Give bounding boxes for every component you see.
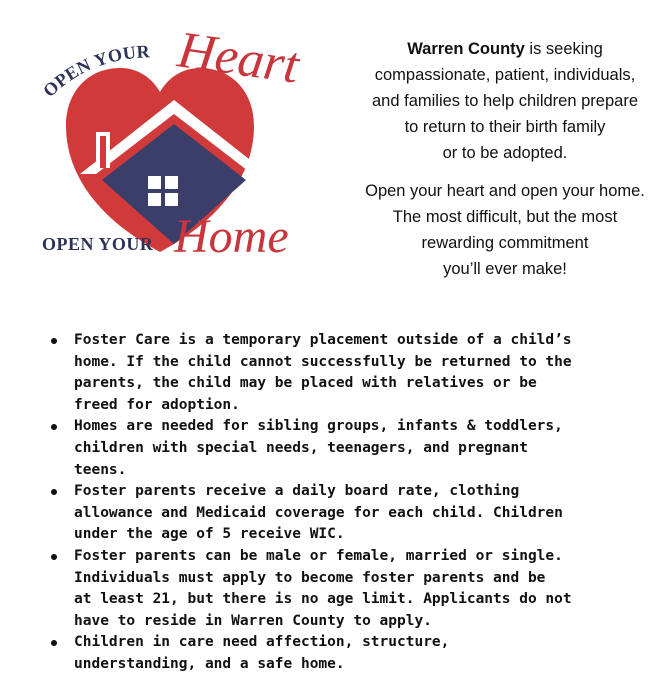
facts-list — [46, 330, 656, 676]
house-window — [148, 176, 178, 206]
open-your-heart-logo — [30, 14, 320, 269]
bullet-icon — [51, 424, 57, 430]
bullet-icon — [51, 489, 57, 495]
logo-heart-script: Heart — [174, 21, 303, 95]
county-name: Warren County — [407, 40, 525, 58]
list-item: Foster Care is a temporary placement outside of a child’s home. If the child cannot successfully be returned to the parents, the child may be placed with relatives or be freed for adoption. — [46, 330, 656, 416]
bullet-icon — [51, 640, 57, 646]
intro-paragraph-2: Open your heart and open your home. The most difficult, but the most rewarding commitment you’ll ever make! — [365, 182, 645, 278]
list-item: Homes are needed for sibling groups, infants & toddlers, children with special needs, teenagers, and pregnant teens. — [46, 416, 656, 481]
logo-open-your-bottom: OPEN YOUR — [42, 234, 154, 254]
list-item: Children in care need affection, structure, understanding, and a safe home. — [46, 632, 656, 675]
heart-house-logo — [30, 14, 320, 269]
list-item: Foster parents can be male or female, married or single. Individuals must apply to become foster parents and be at least 21, but there is no age limit. Applicants do not have to reside in Warren County to apply. — [46, 546, 656, 632]
list-item: Foster parents receive a daily board rate, clothing allowance and Medicaid coverage for each child. Children under the age of 5 receive WIC. — [46, 481, 656, 546]
intro-paragraph-1: Warren County is seeking compassionate, patient, individuals, and families to help children prepare to return to their birth family or to be adopted. — [372, 40, 638, 162]
bullet-icon — [51, 554, 57, 560]
logo-home-script: Home — [174, 210, 289, 263]
bullet-icon — [51, 338, 57, 344]
logo-open-your-top: OPEN YOUR — [39, 41, 151, 101]
intro-text — [338, 36, 672, 282]
